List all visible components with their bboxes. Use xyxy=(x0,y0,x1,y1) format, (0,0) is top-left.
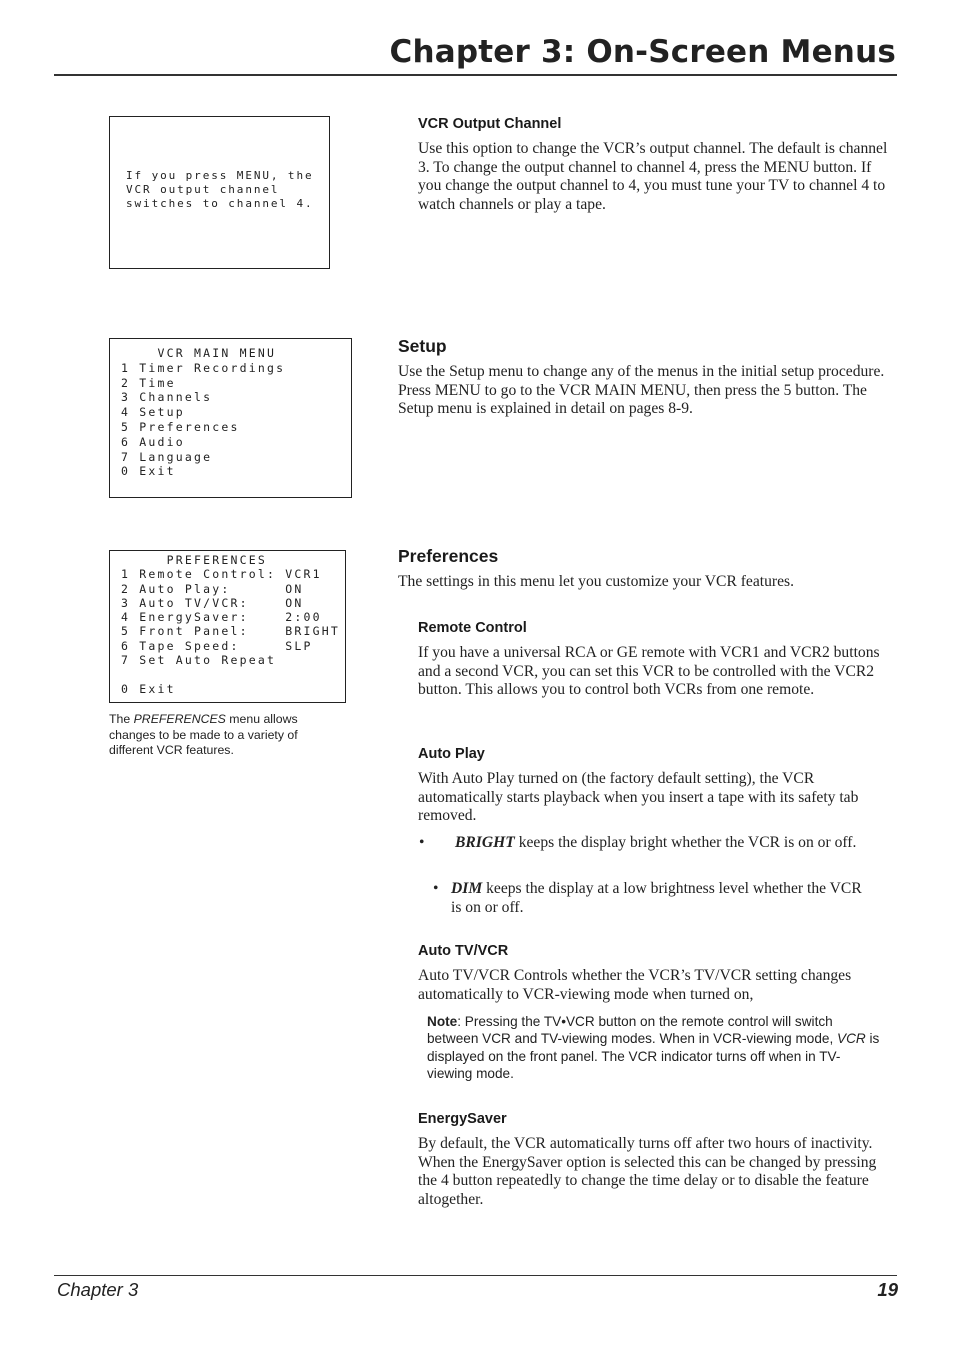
menu-item: 1 Timer Recordings xyxy=(121,360,286,375)
bullet-dot: • xyxy=(433,880,439,897)
menu-item: 4 Setup xyxy=(121,405,185,420)
bullet-bright xyxy=(419,834,875,853)
caption-prefix: The xyxy=(109,712,134,726)
preferences-heading: Preferences xyxy=(398,546,499,566)
bullet-text: keeps the display at a low brightness level whether the VCR is on or off. xyxy=(451,880,862,916)
menu-item: 5 Preferences xyxy=(121,419,240,434)
menu-item: 6 Tape Speed: SLP xyxy=(121,638,313,653)
auto-tv-vcr-body: Auto TV/VCR Controls whether the VCR’s TV/VCR setting changes automatically to VCR-viewing mode when turned on, xyxy=(418,967,852,1003)
menu-item: 7 Language xyxy=(121,449,213,464)
energysaver-body: By default, the VCR automatically turns off after two hours of inactivity. When the EnergySaver option is selected this can be changed by pressing the 4 button repeatedly to change the time delay or to disable the feature altogether. xyxy=(418,1135,877,1208)
menu-item: 0 Exit xyxy=(121,464,176,479)
remote-control-body: If you have a universal RCA or GE remote with VCR1 and VCR2 buttons and a second VCR, you can set this VCR to be controlled with the VCR2 button. This allows you to control both VCRs from one remote. xyxy=(418,644,880,699)
bullet-term: BRIGHT xyxy=(455,834,515,851)
vcr-output-body: Use this option to change the VCR’s output channel. The default is channel 3. To change the output channel to channel 4, press the MENU button. If you change the output channel to 4, you must tune your TV to channel 4 to watch channels or play a tape. xyxy=(418,140,888,213)
output-channel-screen xyxy=(109,116,330,269)
remote-control-heading: Remote Control xyxy=(418,620,527,636)
menu-item: 3 Channels xyxy=(121,390,213,405)
auto-play-heading: Auto Play xyxy=(418,746,485,762)
bullet-text: keeps the display bright whether the VCR is on or off. xyxy=(514,834,857,851)
note-label: Note xyxy=(427,1014,458,1029)
caption-suffix: menu allows changes to be made to a variety of different VCR features. xyxy=(109,712,298,757)
preferences-caption xyxy=(109,712,334,759)
menu-item: 2 Time xyxy=(121,375,176,390)
menu-item: 0 Exit xyxy=(121,681,176,696)
page-title: Chapter 3: On-Screen Menus xyxy=(389,34,896,70)
menu-item: 7 Set Auto Repeat xyxy=(121,653,277,668)
menu-title: VCR MAIN MENU xyxy=(121,346,277,360)
bullet-content xyxy=(433,880,875,917)
footer-rule xyxy=(54,1275,897,1276)
screen-line: switches to channel 4. xyxy=(126,197,314,210)
screen-line: If you press MENU, the xyxy=(126,169,314,182)
vcr-main-menu-screen xyxy=(109,338,352,498)
menu-spacer xyxy=(121,667,345,681)
caption-term: PREFERENCES xyxy=(133,712,226,726)
footer-chapter: Chapter 3 xyxy=(57,1279,139,1300)
bullet-content xyxy=(419,834,875,853)
preferences-menu-screen xyxy=(109,550,346,703)
preferences-body: The settings in this menu let you customize your VCR features. xyxy=(398,573,794,590)
screen-line: VCR output channel xyxy=(126,183,280,196)
note-italic: VCR xyxy=(837,1031,866,1047)
menu-item: 2 Auto Play: ON xyxy=(121,581,304,596)
menu-item: 6 Audio xyxy=(121,434,185,449)
vcr-output-heading: VCR Output Channel xyxy=(418,116,562,132)
page-number: 19 xyxy=(877,1279,898,1300)
menu-item: 1 Remote Control: VCR1 xyxy=(121,567,322,582)
menu-item: 4 EnergySaver: 2:00 xyxy=(121,610,322,625)
bullet-dim xyxy=(433,880,875,917)
note-text-a: : Pressing the TV•VCR button on the remote control will switch between VCR and TV-viewing modes. When in VCR-viewing mode, xyxy=(427,1014,838,1047)
bullet-term: DIM xyxy=(451,880,483,897)
auto-play-body: With Auto Play turned on (the factory default setting), the VCR automatically starts playback when you insert a tape with its safety tab removed. xyxy=(418,770,859,825)
energysaver-heading: EnergySaver xyxy=(418,1111,507,1127)
menu-title: PREFERENCES xyxy=(121,553,267,567)
header-rule xyxy=(54,74,897,76)
note-text-b: is displayed on the front panel. The VCR indicator turns off when in TV-viewing mode. xyxy=(427,1031,880,1082)
auto-tv-vcr-heading: Auto TV/VCR xyxy=(418,943,509,959)
menu-item: 5 Front Panel: BRIGHT xyxy=(121,624,340,639)
bullet-dot: • xyxy=(419,834,425,851)
setup-body: Use the Setup menu to change any of the menus in the initial setup procedure. Press MENU to go to the VCR MAIN MENU, then press the 5 button. The Setup menu is explained in detail on pages 8-9. xyxy=(398,363,885,418)
setup-heading: Setup xyxy=(398,336,447,356)
auto-tv-vcr-note xyxy=(427,1013,882,1083)
menu-item: 3 Auto TV/VCR: ON xyxy=(121,595,304,610)
